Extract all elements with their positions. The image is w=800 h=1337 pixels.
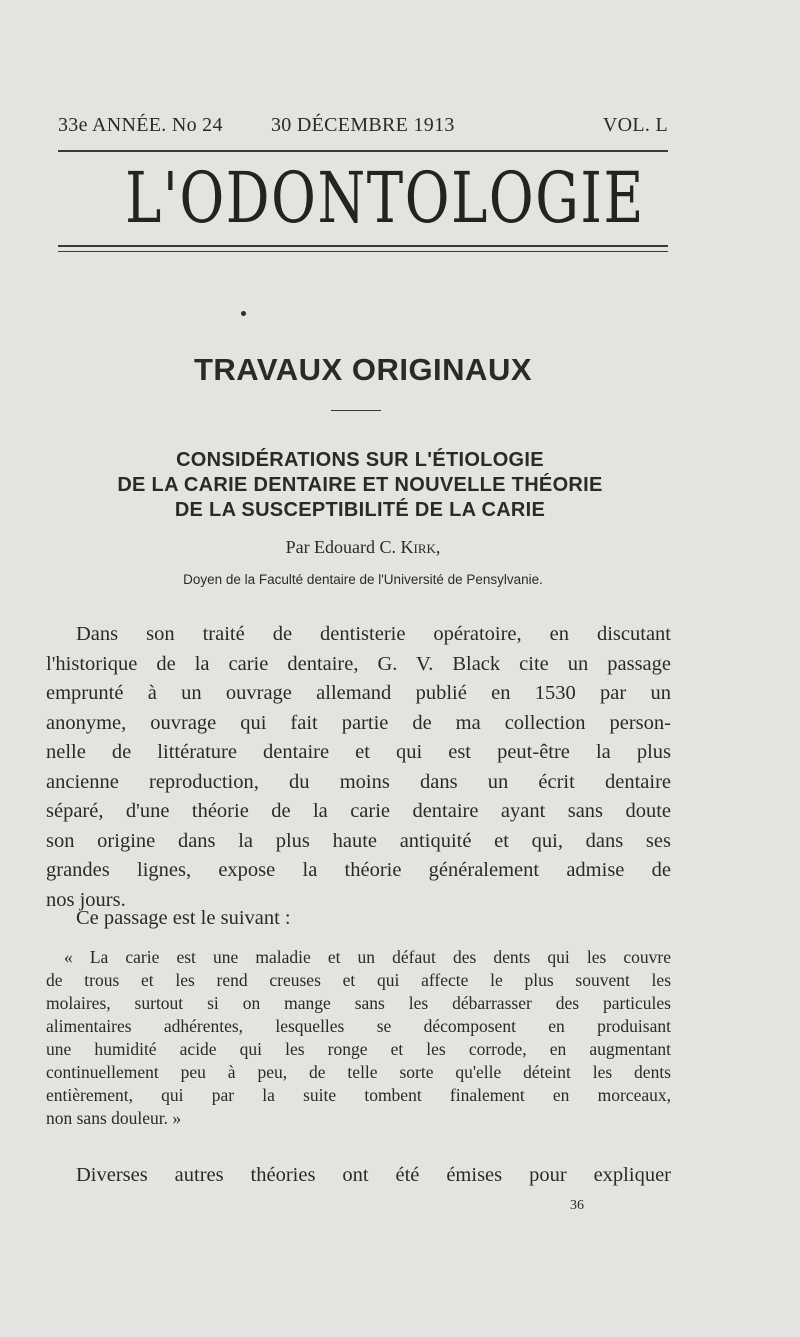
issue-number: 33e ANNÉE. No 24: [58, 114, 223, 136]
volume-number: VOL. L: [602, 114, 668, 136]
masthead-rule-thin: [58, 251, 668, 252]
author-surname: Kirk,: [400, 537, 441, 557]
section-rule: [331, 410, 381, 411]
article-title-line: CONSIDÉRATIONS SUR L'ÉTIOLOGIE: [176, 449, 544, 471]
journal-masthead: L'ODONTOLOGIE: [125, 157, 645, 239]
issue-date: 30 DÉCEMBRE 1913: [271, 114, 455, 136]
text-line: Dans son traité de dentisterie opératoire, en discutant: [76, 623, 671, 645]
ornament-dot: [241, 311, 246, 316]
paragraph-2: [46, 904, 671, 934]
text-line: son origine dans la plus haute antiquité et qui, dans ses: [46, 829, 671, 852]
byline-prefix: Par Edouard C.: [285, 537, 397, 557]
text-line: nelle de littérature dentaire et qui est peut-être la plus: [46, 741, 671, 763]
quote-line: continuellement peu à peu, de telle sorte qu'elle déteint les dents: [46, 1062, 671, 1082]
text-line: l'historique de la carie dentaire, G. V. Black cite un passage: [46, 652, 671, 675]
quote-line: non sans douleur. »: [46, 1108, 182, 1128]
text-line: anonyme, ouvrage qui fait partie de ma collection person-: [46, 711, 671, 734]
text-line: ancienne reproduction, du moins dans un écrit dentaire: [46, 770, 671, 793]
quote-line: de trous et les rend creuses et qui affecte le plus souvent les: [46, 970, 671, 990]
text-line: séparé, d'une théorie de la carie dentaire ayant sans doute: [46, 800, 671, 822]
quote-line: une humidité acide qui les ronge et les corrode, en augmentant: [46, 1039, 671, 1059]
quote-line: « La carie est une maladie et un défaut des dents qui les couvre: [64, 947, 671, 967]
header-rule: [58, 150, 668, 152]
quote-line: alimentaires adhérentes, lesquelles se décomposent en produisant: [46, 1016, 671, 1036]
text-line: Ce passage est le suivant :: [76, 907, 291, 929]
quote-line: molaires, surtout si on mange sans les débarrasser des particules: [46, 993, 671, 1013]
block-quote: [46, 946, 671, 1130]
article-byline: [58, 537, 668, 558]
paragraph-3: [46, 1161, 671, 1191]
quote-line: entièrement, qui par la suite tombent finalement en morceaux,: [46, 1085, 671, 1105]
article-title-line: DE LA CARIE DENTAIRE ET NOUVELLE THÉORIE: [117, 474, 603, 496]
section-title: TRAVAUX ORIGINAUX: [193, 352, 533, 387]
author-affiliation: Doyen de la Faculté dentaire de l'Université de Pensylvanie.: [183, 572, 543, 587]
text-line: nos jours.: [46, 888, 126, 911]
text-line: emprunté à un ouvrage allemand publié en 1530 par un: [46, 682, 671, 704]
running-header: [58, 114, 668, 144]
article-title: [40, 448, 680, 523]
text-line: grandes lignes, expose la théorie généralement admise de: [46, 859, 671, 881]
paragraph-1: [46, 620, 671, 915]
text-line: Diverses autres théories ont été émises pour expliquer: [76, 1164, 671, 1186]
masthead-rule-thick: [58, 245, 668, 247]
article-title-line: DE LA SUSCEPTIBILITÉ DE LA CARIE: [174, 499, 546, 521]
page-number: 36: [570, 1198, 584, 1213]
